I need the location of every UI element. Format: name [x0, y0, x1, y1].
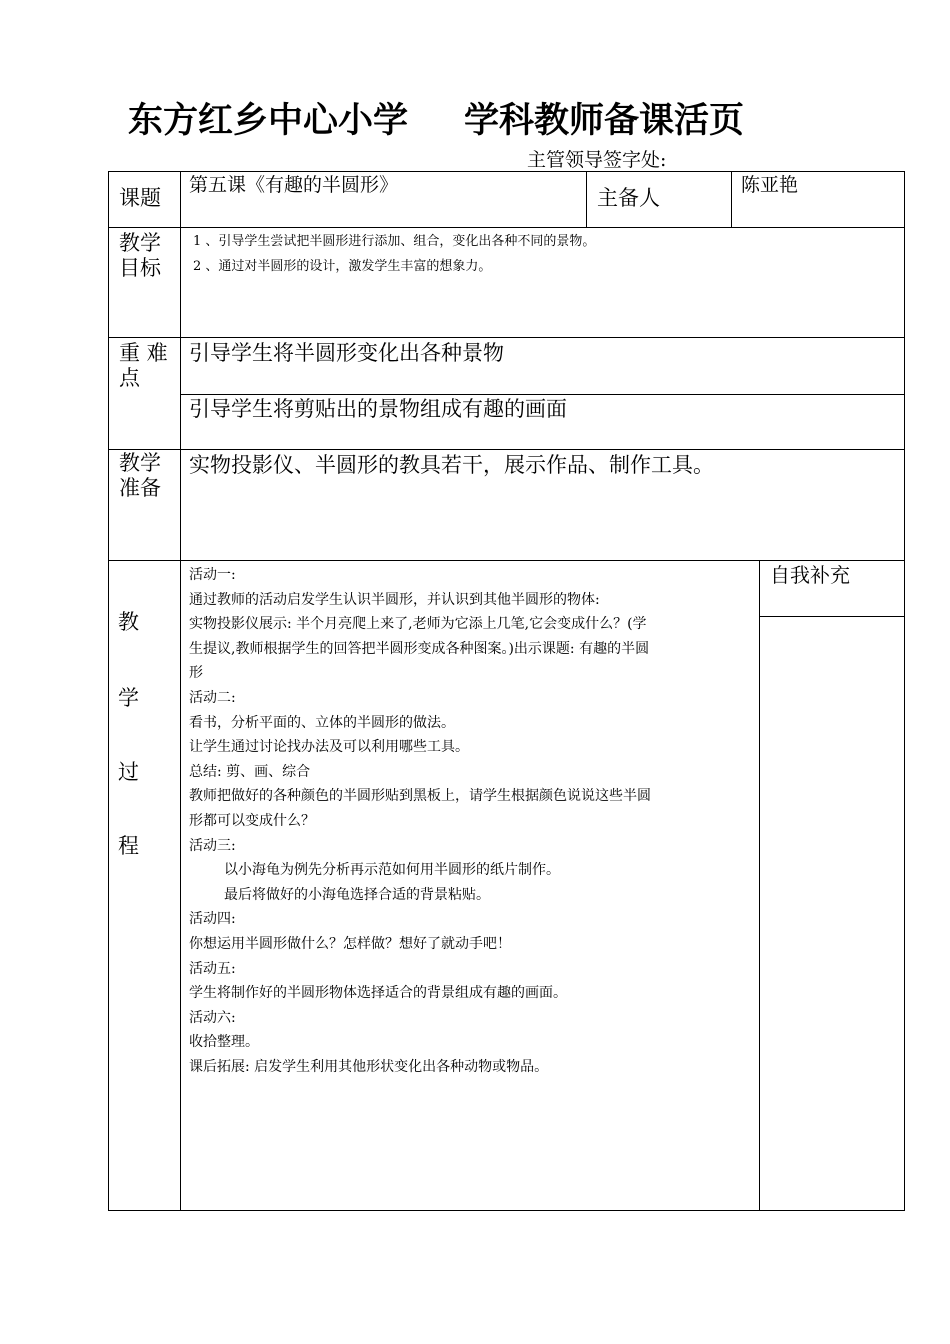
process-line: 形都可以变成什么？ — [189, 812, 315, 829]
goals-label-1: 教学 — [119, 231, 161, 255]
leader-sign-label: 主管领导签字处: — [527, 149, 667, 171]
goals-item-1: 1 、引导学生尝试把半圆形进行添加、组合，变化出各种不同的景物。 — [193, 234, 596, 249]
process-line: 生提议,教师根据学生的回答把半圆形变成各种图案。)出示课题: 有趣的半圆 — [189, 640, 650, 657]
keypoints-label-2: 点 — [119, 366, 140, 390]
process-line: 学生将制作好的半圆形物体选择适合的背景组成有趣的画面。 — [189, 985, 567, 1002]
topic-label: 课题 — [119, 186, 161, 210]
process-label-char: 过 — [118, 760, 139, 784]
row-divider — [108, 449, 905, 450]
process-label-char: 程 — [118, 834, 139, 858]
process-content — [189, 563, 755, 1079]
process-line: 总结: 剪、画、综合 — [189, 763, 311, 780]
key-point: 引导学生将半圆形变化出各种景物 — [189, 341, 504, 365]
process-line: 活动一: — [189, 567, 236, 583]
row-divider — [759, 616, 905, 617]
table-col-divider — [586, 171, 587, 228]
process-label-char: 学 — [118, 686, 139, 710]
process-line: 通过教师的活动启发学生认识半圆形，并认识到其他半圆形的物体: — [189, 591, 600, 608]
table-col-divider — [759, 560, 760, 1211]
table-border-bottom — [108, 1210, 905, 1211]
process-line: 活动四: — [189, 911, 236, 928]
process-label-char: 教 — [118, 610, 139, 634]
table-col-divider — [180, 171, 181, 1211]
keypoints-label-1: 重 难 — [119, 341, 168, 365]
prep-label-2: 准备 — [119, 476, 161, 500]
process-line: 实物投影仪展示: 半个月亮爬上来了,老师为它添上几笔,它会变成什么？(学 — [189, 616, 647, 633]
prep-value: 实物投影仪、半圆形的教具若干，展示作品、制作工具。 — [189, 453, 714, 477]
table-border-left — [108, 171, 109, 1211]
process-line: 活动六: — [189, 1009, 236, 1026]
process-line: 你想运用半圆形做什么？怎样做？想好了就动手吧！ — [189, 935, 511, 952]
topic-value: 第五课《有趣的半圆形》 — [189, 174, 399, 196]
difficult-point: 引导学生将剪贴出的景物组成有趣的画面 — [189, 397, 567, 421]
process-line: 教师把做好的各种颜色的半圆形贴到黑板上，请学生根据颜色说说这些半圆 — [189, 788, 651, 805]
table-border-right — [904, 171, 905, 1211]
goals-item-2: 2 、通过对半圆形的设计，激发学生丰富的想象力。 — [193, 259, 492, 274]
preparer-name: 陈亚艳 — [741, 174, 799, 196]
preparer-label: 主备人 — [597, 186, 660, 210]
process-line: 让学生通过讨论找办法及可以利用哪些工具。 — [189, 739, 469, 756]
process-line: 最后将做好的小海龟选择合适的背景粘贴。 — [224, 886, 490, 903]
process-line: 课后拓展: 启发学生利用其他形状变化出各种动物或物品。 — [189, 1058, 549, 1075]
row-divider — [108, 560, 905, 561]
row-divider — [180, 394, 905, 395]
process-line: 看书，分析平面的、立体的半圆形的做法。 — [189, 714, 455, 731]
document-title — [128, 100, 744, 142]
process-line: 活动五: — [189, 960, 236, 977]
row-divider — [108, 227, 905, 228]
supplement-label: 自我补充 — [770, 563, 850, 587]
doc-title: 学科教师备课活页 — [464, 100, 745, 141]
prep-label-1: 教学 — [119, 451, 161, 475]
process-line: 活动二: — [189, 689, 236, 706]
goals-label-2: 目标 — [119, 256, 161, 280]
row-divider — [108, 337, 905, 338]
table-col-divider — [731, 171, 732, 228]
process-line: 以小海龟为例先分析再示范如何用半圆形的纸片制作。 — [224, 862, 560, 879]
process-line: 收拾整理。 — [189, 1034, 259, 1051]
process-line: 形 — [189, 665, 203, 682]
school-name: 东方红乡中心小学 — [128, 100, 409, 141]
process-line: 活动三: — [189, 837, 236, 854]
